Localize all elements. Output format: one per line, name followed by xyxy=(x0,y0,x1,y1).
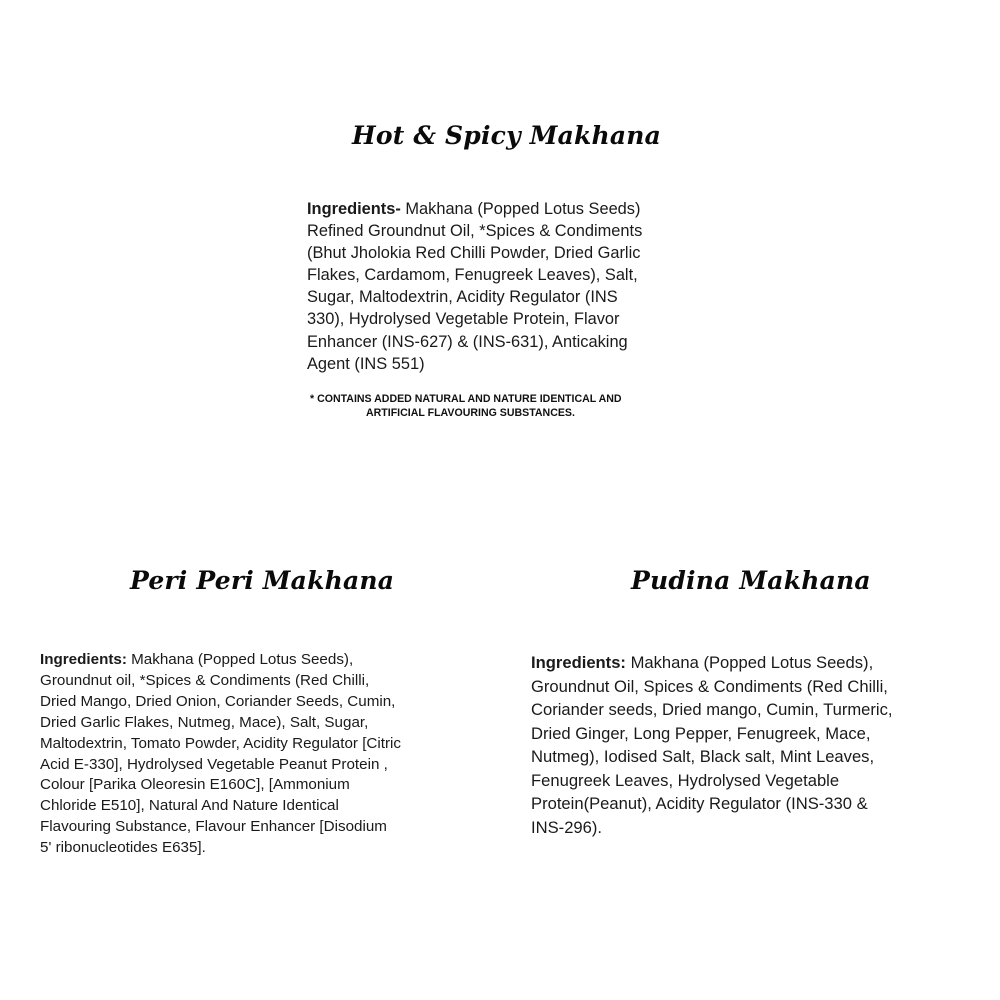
hot-spicy-ingredients xyxy=(307,198,642,375)
ingredients-line: Groundnut oil, *Spices & Condiments (Red Chilli, xyxy=(40,671,370,689)
ingredients-line: Flavouring Substance, Flavour Enhancer [Disodium xyxy=(40,818,387,836)
ingredients-line xyxy=(531,651,893,675)
ingredients-line: Agent (INS 551) xyxy=(307,354,425,373)
ingredients-line: Sugar, Maltodextrin, Acidity Regulator (INS xyxy=(307,288,618,307)
ingredients-line: Nutmeg), Iodised Salt, Black salt, Mint Leaves, xyxy=(531,747,875,766)
ingredients-line: Acid E-330], Hydrolysed Vegetable Peanut Protein , xyxy=(40,755,388,773)
peri-peri-ingredients xyxy=(40,650,401,859)
ingredients-line: (Bhut Jholokia Red Chilli Powder, Dried Garlic xyxy=(307,244,641,263)
pudina-ingredients xyxy=(531,651,893,839)
ingredients-line: Coriander seeds, Dried mango, Cumin, Turmeric, xyxy=(531,700,893,719)
note-line: * CONTAINS ADDED NATURAL AND NATURE IDENTICAL AND xyxy=(310,393,622,405)
ingredients-line: Refined Groundnut Oil, *Spices & Condiments xyxy=(307,222,643,241)
ingredients-line: 330), Hydrolysed Vegetable Protein, Flavor xyxy=(307,310,620,329)
ingredients-text: Makhana (Popped Lotus Seeds) xyxy=(400,200,641,218)
flavouring-note xyxy=(310,392,622,420)
ingredients-label: Ingredients- xyxy=(307,200,401,218)
ingredients-line: Colour [Parika Oleoresin E160C], [Ammonium xyxy=(40,776,350,794)
hot-spicy-title: Hot & Spicy Makhana xyxy=(352,121,662,150)
ingredients-line: Chloride E510], Natural And Nature Identical xyxy=(40,797,339,815)
note-line: ARTIFICIAL FLAVOURING SUBSTANCES. xyxy=(366,407,575,419)
ingredients-line: Flakes, Cardamom, Fenugreek Leaves), Salt, xyxy=(307,266,638,285)
peri-peri-title: Peri Peri Makhana xyxy=(130,566,395,595)
ingredients-text: Makhana (Popped Lotus Seeds), xyxy=(625,653,874,672)
ingredients-line: Dried Ginger, Long Pepper, Fenugreek, Mace, xyxy=(531,723,871,743)
ingredients-line: INS-296). xyxy=(531,817,603,837)
ingredients-label: Ingredients: xyxy=(531,653,626,672)
ingredients-line: Protein(Peanut), Acidity Regulator (INS-330 & xyxy=(531,794,868,813)
ingredients-line: Groundnut Oil, Spices & Condiments (Red Chilli, xyxy=(531,676,888,696)
ingredients-line xyxy=(307,198,642,220)
ingredients-label: Ingredients: xyxy=(40,651,127,668)
ingredients-line: Dried Mango, Dried Onion, Coriander Seeds, Cumin, xyxy=(40,692,396,710)
ingredients-line xyxy=(40,650,401,671)
ingredients-line: Fenugreek Leaves, Hydrolysed Vegetable xyxy=(531,770,840,790)
ingredients-line: 5' ribonucleotides E635]. xyxy=(40,839,206,857)
ingredients-line: Dried Garlic Flakes, Nutmeg, Mace), Salt, Sugar, xyxy=(40,713,369,731)
ingredients-line: Maltodextrin, Tomato Powder, Acidity Regulator [Citric xyxy=(40,734,401,752)
ingredients-line: Enhancer (INS-627) & (INS-631), Anticaking xyxy=(307,332,628,351)
pudina-title: Pudina Makhana xyxy=(631,566,871,595)
ingredients-text: Makhana (Popped Lotus Seeds), xyxy=(126,651,354,668)
